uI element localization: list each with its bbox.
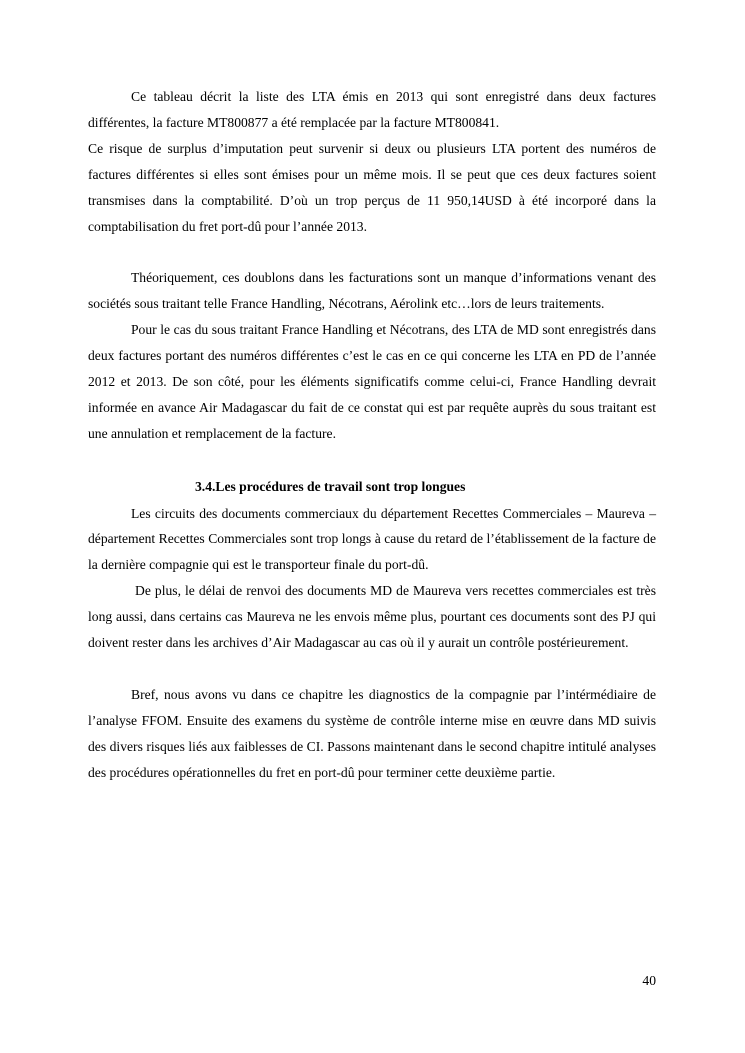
paragraph-surplus-risk: Ce risque de surplus d’imputation peut survenir si deux ou plusieurs LTA portent des numéros de factures différentes si elles sont émises pour un même mois. Il se peut que ces deux factures soient transmises dans la comptabilité. D’où un trop perçus de 11 950,14USD à été incorporé dans la comptabilisation du fret port-dû pour l’année 2013. [88, 140, 656, 234]
paragraph-doublons: Théoriquement, ces doublons dans les facturations sont un manque d’informations venant des sociétés sous traitant telle France Handling, Nécotrans, Aérolink etc…lors de leurs traitements. [88, 270, 656, 312]
paragraph-spacer [88, 656, 656, 682]
page-body [88, 84, 656, 786]
paragraph-delai-renvoi: De plus, le délai de renvoi des documents MD de Maureva vers recettes commerciales est très long aussi, dans certains cas Maureva ne les envois même plus, pourtant ces documents sont des PJ qui doivent rester dans les archives d’Air Madagascar au cas où il y aurait un contrôle postérieurement. [88, 583, 656, 651]
paragraph-spacer [88, 447, 656, 473]
paragraph-france-handling: Pour le cas du sous traitant France Handling et Nécotrans, des LTA de MD sont enregistrés dans deux factures portant des numéros différentes c’est le cas en ce qui concerne les LTA en PD de l’année 2012 et 2013. De son côté, pour les éléments significatifs comme celui-ci, France Handling devrait informée en avance Air Madagascar du fait de ce constat qui est par requête auprès du sous traitant est une annulation et remplacement de la facture. [88, 322, 656, 441]
page-number: 40 [642, 973, 656, 988]
paragraph-conclusion: Bref, nous avons vu dans ce chapitre les diagnostics de la compagnie par l’intérmédiaire de l’analyse FFOM. Ensuite des examens du système de contrôle interne mise en œuvre dans MD suivis des divers risques liés aux faiblesses de CI. Passons maintenant dans le second chapitre intitulé analyses des procédures opérationnelles du fret en port-dû pour terminer cette deuxième partie. [88, 686, 656, 780]
paragraph-circuits: Les circuits des documents commerciaux du département Recettes Commerciales – Maureva – département Recettes Commerciales sont trop longs à cause du retard de l’établissement de la facture de la dernière compagnie qui est le transporteur finale du port-dû. [88, 505, 656, 573]
paragraph-spacer [88, 239, 656, 265]
section-heading: 3.4.Les procédures de travail sont trop longues [195, 478, 466, 494]
paragraph-lta-2013: Ce tableau décrit la liste des LTA émis en 2013 qui sont enregistré dans deux factures différentes, la facture MT800877 a été remplacée par la facture MT800841. [88, 89, 656, 130]
